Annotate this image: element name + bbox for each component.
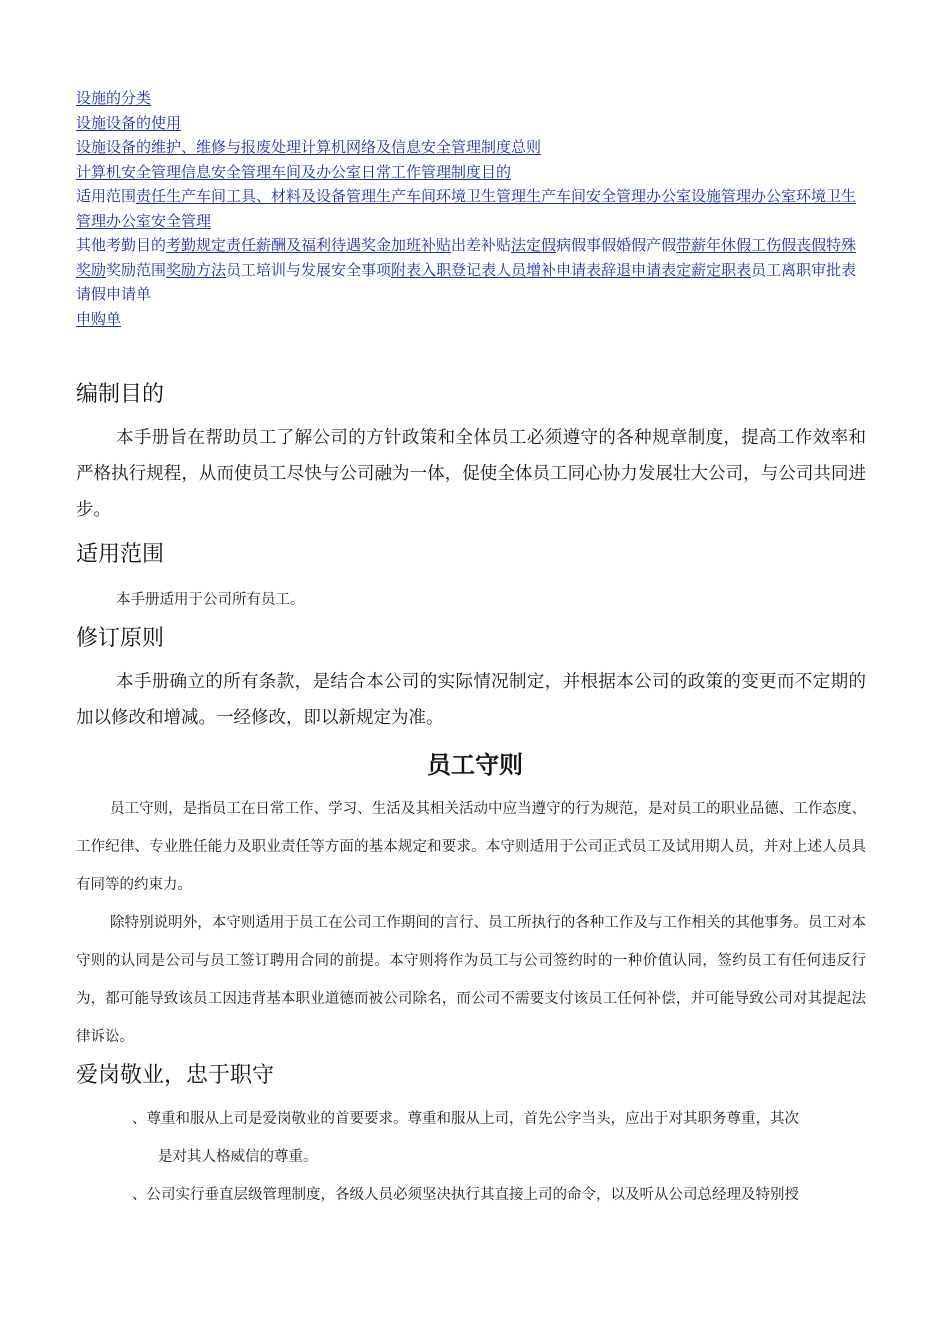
toc-link-reward-methods[interactable]: 奖励方法	[166, 260, 227, 279]
toc-link-purchase-form[interactable]: 申购单	[76, 309, 122, 328]
revision-paragraph: 本手册确立的所有条款，是结合本公司的实际情况制定，并根据本公司的政策的变更而不定期的加以修改和增减。一经修改，即以新规定为准。	[76, 672, 866, 728]
list-item-2	[132, 1176, 866, 1214]
toc-link-statutory-leave[interactable]: 法定假	[511, 236, 557, 254]
toc-text-scope: 适用范围	[76, 187, 137, 205]
list-item-1-line-1: 、尊重和服从上司是爱岗敬业的首要要求。尊重和服从上司，首先公字当头，应出于对其职务尊重，其次	[132, 1111, 799, 1127]
toc-text-resignation-leave-forms: 员工离职审批表请假申请单	[76, 260, 857, 303]
toc-text-leave-types: 病假事假婚假产假	[556, 236, 677, 254]
toc-link-workshop-office-management[interactable]: 责任生产车间工具、材料及设备管理生产车间环境卫生管理生产车间安全管理办公室设施管理办公室环境卫生管理办公室安全管理	[76, 187, 857, 230]
section-title-revision: 修订原则	[76, 626, 165, 651]
section-title-purpose: 编制目的	[76, 382, 165, 407]
code-paragraph-1: 员工守则，是指员工在日常工作、学习、生活及其相关活动中应当遵守的行为规范，是对员工的职业品德、工作态度、工作纪律、专业胜任能力及职业责任等方面的基本规定和要求。本守则适用于公司正式员工及试用期人员，并对上述人员具有同等的约束力。	[76, 801, 866, 893]
list-item-1-line-2: 是对其人格威信的尊重。	[158, 1149, 318, 1165]
toc-link-facility-classification[interactable]: 设施的分类	[76, 89, 152, 107]
toc-link-paid-leave[interactable]: 带薪年休假工伤假丧假特殊奖励	[76, 236, 857, 279]
table-of-contents	[76, 86, 866, 331]
list-item-2-line-1: 、公司实行垂直层级管理制度，各级人员必须坚决执行其直接上司的命令，以及听从公司总经理及特别授	[132, 1187, 799, 1203]
code-paragraph-2: 除特别说明外，本守则适用于员工在公司工作期间的言行、员工所执行的各种工作及与工作相关的其他事务。员工对本守则的认同是公司与员工签订聘用合同的前提。本守则将作为员工与公司签约时的一种价值认同，签约员工有任何违反行为，都可能导致该员工因违背基本职业道德而被公司除名，而公司不需要支付该员工任何补偿，并可能导致公司对其提起法律诉讼。	[76, 915, 866, 1045]
toc-link-facility-usage[interactable]: 设施设备的使用	[76, 113, 182, 132]
toc-link-appendix-forms[interactable]: 附表入职登记表人员增补申请表辞退申请表定薪定职表	[391, 260, 752, 279]
scope-paragraph: 本手册适用于公司所有员工。	[116, 592, 305, 608]
toc-link-facility-maintenance[interactable]: 设施设备的维护、维修与报废处理计算机网络及信息安全管理制度总则	[76, 138, 542, 156]
toc-text-training-safety: 员工培训与发展安全事项	[226, 260, 392, 279]
section-title-dedication: 爱岗敬业，忠于职守	[76, 1063, 275, 1088]
section-title-scope: 适用范围	[76, 542, 165, 567]
toc-text-attendance-purpose: 其他考勤目的	[76, 236, 167, 254]
toc-text-reward-scope: 奖励范围	[106, 260, 167, 279]
purpose-paragraph: 本手册旨在帮助员工了解公司的方针政策和全体员工必须遵守的各种规章制度，提高工作效率和严格执行规程，从而使员工尽快与公司融为一体，促使全体员工同心协力发展壮大公司，与公司共同进步。	[76, 428, 866, 520]
toc-text-travel-allowance: 出差补贴	[451, 236, 512, 254]
page-title-employee-code: 员工守则	[427, 751, 523, 779]
toc-link-computer-security[interactable]: 计算机安全管理信息安全管理车间及办公室日常工作管理制度目的	[76, 162, 512, 181]
list-item-1	[132, 1100, 866, 1176]
toc-link-attendance-rules[interactable]: 考勤规定责任薪酬及福利待遇奖金加班补贴	[166, 236, 452, 254]
